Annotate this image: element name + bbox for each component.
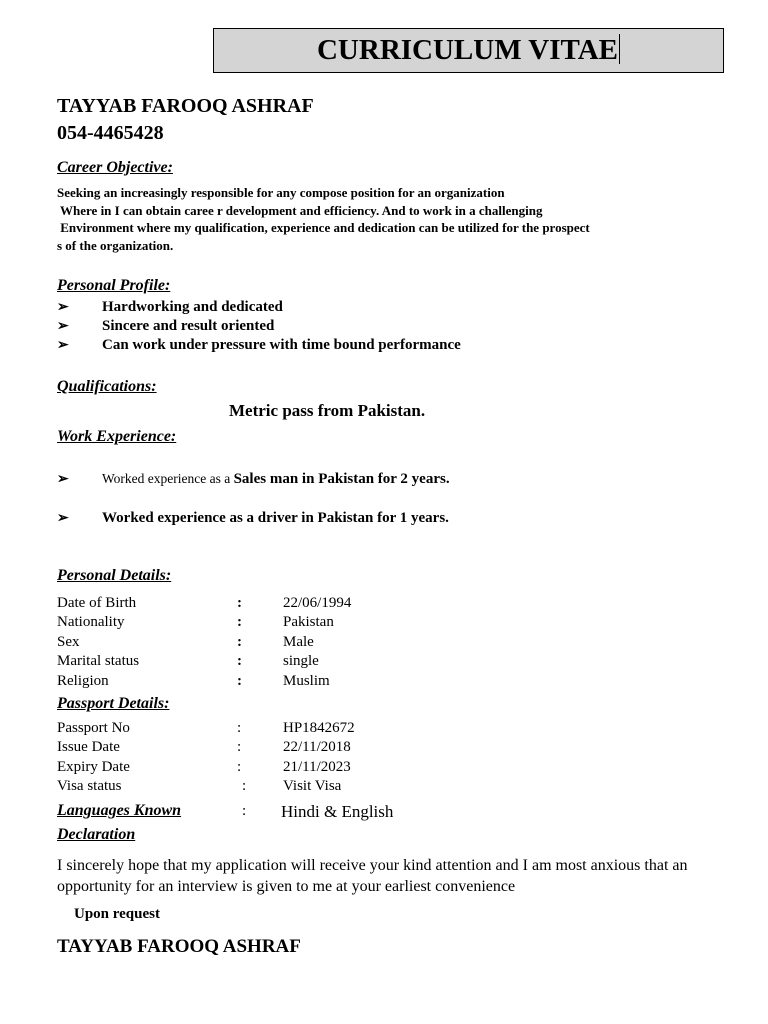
work-item bbox=[102, 471, 450, 488]
personal-details-heading: Personal Details: bbox=[57, 567, 172, 584]
objective-line: Where in I can obtain caree r development and efficiency. And to work in a challenging bbox=[57, 202, 543, 218]
work-item-prefix: Worked experience as a bbox=[102, 471, 234, 486]
objective-line: Environment where my qualification, experience and dedication can be utilized for the prospect bbox=[57, 220, 590, 235]
detail-value: single bbox=[283, 653, 319, 669]
passport-label: Issue Date bbox=[57, 739, 120, 755]
qualifications-heading: Qualifications: bbox=[57, 378, 157, 395]
detail-value: 22/06/1994 bbox=[283, 595, 352, 611]
bullet-arrow-icon: ➢ bbox=[57, 319, 69, 334]
passport-value: Visit Visa bbox=[283, 778, 342, 794]
profile-item: Can work under pressure with time bound performance bbox=[102, 337, 461, 353]
passport-value: 22/11/2018 bbox=[283, 739, 351, 755]
detail-value: Pakistan bbox=[283, 614, 334, 630]
detail-colon: : bbox=[237, 595, 242, 611]
cv-title-box bbox=[213, 28, 724, 73]
detail-label: Date of Birth bbox=[57, 595, 137, 611]
passport-details-heading: Passport Details: bbox=[57, 695, 170, 712]
profile-item: Sincere and result oriented bbox=[102, 318, 275, 334]
passport-label: Visa status bbox=[57, 778, 122, 794]
passport-label: Expiry Date bbox=[57, 759, 130, 775]
bullet-arrow-icon: ➢ bbox=[57, 511, 69, 526]
passport-colon: : bbox=[237, 739, 242, 755]
applicant-phone: 054-4465428 bbox=[57, 122, 164, 144]
detail-label: Sex bbox=[57, 634, 80, 650]
work-item: Worked experience as a driver in Pakistan for 1 years. bbox=[102, 510, 449, 526]
detail-label: Marital status bbox=[57, 653, 140, 669]
detail-value: Male bbox=[283, 634, 314, 650]
signature-name: TAYYAB FAROOQ ASHRAF bbox=[57, 936, 301, 957]
detail-colon: : bbox=[237, 673, 242, 689]
personal-profile-heading: Personal Profile: bbox=[57, 277, 171, 294]
detail-colon: : bbox=[237, 653, 242, 669]
detail-label: Religion bbox=[57, 673, 109, 689]
text-cursor bbox=[619, 34, 620, 64]
bullet-arrow-icon: ➢ bbox=[57, 472, 69, 487]
cv-title: CURRICULUM VITAE bbox=[316, 34, 619, 66]
detail-colon: : bbox=[237, 614, 242, 630]
profile-item: Hardworking and dedicated bbox=[102, 299, 283, 315]
bullet-arrow-icon: ➢ bbox=[57, 300, 69, 315]
detail-colon: : bbox=[237, 634, 242, 650]
career-objective-heading: Career Objective: bbox=[57, 159, 173, 176]
passport-colon: : bbox=[237, 720, 242, 736]
detail-label: Nationality bbox=[57, 614, 125, 630]
passport-label: Passport No bbox=[57, 720, 130, 736]
qualification-text: Metric pass from Pakistan. bbox=[229, 401, 426, 420]
work-experience-heading: Work Experience: bbox=[57, 428, 177, 445]
languages-colon: : bbox=[242, 803, 247, 819]
objective-line: s of the organization. bbox=[57, 237, 174, 253]
work-item-detail: Sales man in Pakistan for 2 years. bbox=[233, 471, 450, 487]
passport-colon: : bbox=[242, 778, 247, 794]
declaration-heading: Declaration bbox=[57, 826, 136, 843]
bullet-arrow-icon: ➢ bbox=[57, 338, 69, 353]
objective-line: Seeking an increasingly responsible for any compose position for an organization bbox=[57, 185, 505, 200]
passport-colon: : bbox=[237, 759, 242, 775]
references-text: Upon request bbox=[74, 906, 160, 922]
languages-value: Hindi & English bbox=[281, 802, 394, 821]
passport-value: HP1842672 bbox=[283, 720, 355, 736]
applicant-name: TAYYAB FAROOQ ASHRAF bbox=[57, 95, 314, 117]
declaration-text: I sincerely hope that my application will receive your kind attention and I am most anxious that an opportunity for an interview is given to me at your earliest convenience bbox=[57, 857, 688, 895]
passport-value: 21/11/2023 bbox=[283, 759, 351, 775]
languages-heading: Languages Known bbox=[57, 802, 182, 819]
detail-value: Muslim bbox=[283, 673, 330, 689]
career-objective-text bbox=[57, 184, 590, 254]
